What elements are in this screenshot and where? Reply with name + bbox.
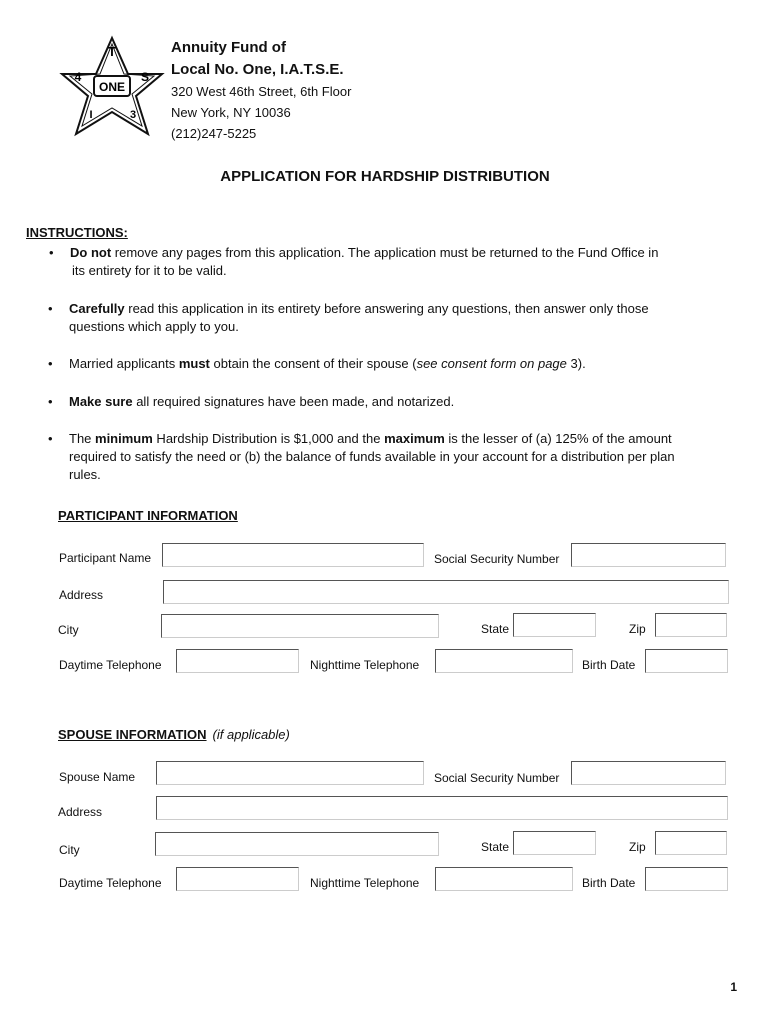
logo-bottom-right-letter: 3	[129, 109, 137, 121]
bullet-5-line2: required to satisfy the need or (b) the balance of funds available in your account for a distribution per plan	[69, 449, 675, 464]
bullet-1-line2: its entirety for it to be valid.	[72, 263, 227, 278]
participant-heading: PARTICIPANT INFORMATION	[58, 508, 238, 523]
participant-ssn-field[interactable]	[571, 543, 726, 567]
instruction-bullet-2: • Carefully read this application in its entirety before answering any questions, then answer only those questions which apply to you.	[69, 300, 749, 336]
page-number: 1	[730, 980, 737, 994]
participant-night-phone-label: Nighttime Telephone	[310, 658, 420, 672]
participant-city-field[interactable]	[161, 614, 439, 638]
participant-day-phone-field[interactable]	[176, 649, 299, 673]
participant-address-label: Address	[59, 588, 104, 602]
spouse-address-field[interactable]	[156, 796, 728, 820]
bullet-4-text: all required signatures have been made, and notarized.	[132, 394, 455, 409]
bullet-5-line3: rules.	[69, 467, 101, 482]
participant-city-label: City	[58, 623, 79, 637]
participant-zip-field[interactable]	[655, 613, 727, 637]
bullet-3-bold: must	[178, 356, 210, 371]
spouse-zip-field[interactable]	[655, 831, 727, 855]
participant-name-field[interactable]	[162, 543, 424, 567]
participant-state-field[interactable]	[513, 613, 596, 637]
org-address-line2: New York, NY 10036	[171, 105, 291, 120]
org-name-line1: Annuity Fund of	[171, 39, 286, 56]
spouse-state-field[interactable]	[513, 831, 596, 855]
spouse-night-phone-label: Nighttime Telephone	[310, 876, 420, 890]
participant-state-label: State	[481, 622, 510, 636]
participant-day-phone-label: Daytime Telephone	[59, 658, 162, 672]
spouse-ssn-label: Social Security Number	[434, 771, 560, 785]
bullet-5-post: is the lesser of (a) 125% of the amount	[444, 431, 672, 446]
spouse-heading-row	[58, 726, 290, 744]
instruction-bullet-3: • Married applicants must obtain the consent of their spouse (see consent form on page 3).	[48, 356, 586, 371]
spouse-zip-label: Zip	[629, 840, 646, 854]
bullet-2-line2: questions which apply to you.	[69, 319, 239, 334]
spouse-name-field[interactable]	[156, 761, 424, 785]
org-phone: (212)247-5225	[171, 126, 257, 141]
participant-address-field[interactable]	[163, 580, 729, 604]
spouse-city-label: City	[59, 843, 80, 857]
logo-center-text: ONE	[98, 80, 126, 94]
bullet-1-bold: Do not	[70, 245, 112, 260]
participant-ssn-label: Social Security Number	[434, 552, 560, 566]
instruction-bullet-4: • Make sure all required signatures have been made, and notarized.	[48, 394, 455, 409]
instructions-heading: INSTRUCTIONS:	[26, 225, 128, 240]
spouse-ssn-field[interactable]	[571, 761, 726, 785]
spouse-day-phone-field[interactable]	[176, 867, 299, 891]
instruction-bullet-1: • Do not remove any pages from this application. The application must be returned to the Fund Office in its entirety for it to be valid.	[70, 244, 750, 280]
spouse-name-label: Spouse Name	[59, 770, 136, 784]
logo-bottom-left-letter: I	[89, 109, 93, 121]
org-address-line1: 320 West 46th Street, 6th Floor	[171, 84, 352, 99]
participant-birth-field[interactable]	[645, 649, 728, 673]
bullet-5-mid: Hardship Distribution is $1,000 and the	[152, 431, 385, 446]
logo-left-letter: 4	[74, 70, 82, 84]
bullet-3-mid: obtain the consent of their spouse (	[209, 356, 417, 371]
header-block	[171, 37, 351, 144]
bullet-5-bold2: maximum	[384, 431, 445, 446]
spouse-address-label: Address	[58, 805, 103, 819]
bullet-3-pre: Married applicants	[69, 356, 179, 371]
spouse-heading: SPOUSE INFORMATION	[58, 727, 207, 742]
bullet-3-italic: see consent form on page	[416, 356, 567, 371]
spouse-day-phone-label: Daytime Telephone	[59, 876, 162, 890]
bullet-3-post: 3).	[566, 356, 586, 371]
instruction-bullet-5: • The minimum Hardship Distribution is $1,000 and the maximum is the lesser of (a) 125% of the amount required to satisfy the need or (b) the balance of funds available in your account for a distribution per plan rules.	[69, 430, 754, 484]
participant-zip-label: Zip	[629, 622, 646, 636]
logo-top-letter: T	[108, 44, 116, 59]
spouse-birth-label: Birth Date	[582, 876, 636, 890]
bullet-5-pre: The	[69, 431, 96, 446]
spouse-state-label: State	[481, 840, 510, 854]
bullet-2-text: read this application in its entirety before answering any questions, then answer only those	[124, 301, 649, 316]
participant-name-label: Participant Name	[59, 551, 152, 565]
bullet-1-text: remove any pages from this application. The application must be returned to the Fund Office in	[111, 245, 659, 260]
bullet-2-bold: Carefully	[69, 301, 125, 316]
page-title: APPLICATION FOR HARDSHIP DISTRIBUTION	[220, 168, 550, 185]
bullet-4-bold: Make sure	[69, 394, 133, 409]
spouse-birth-field[interactable]	[645, 867, 728, 891]
org-name-line2: Local No. One, I.A.T.S.E.	[171, 61, 344, 78]
logo-right-letter: S	[140, 70, 150, 84]
spouse-night-phone-field[interactable]	[435, 867, 573, 891]
spouse-city-field[interactable]	[155, 832, 439, 856]
spouse-heading-sub: (if applicable)	[212, 727, 290, 742]
iatse-logo	[58, 34, 166, 140]
participant-birth-label: Birth Date	[582, 658, 636, 672]
bullet-5-bold1: minimum	[95, 431, 153, 446]
participant-night-phone-field[interactable]	[435, 649, 573, 673]
